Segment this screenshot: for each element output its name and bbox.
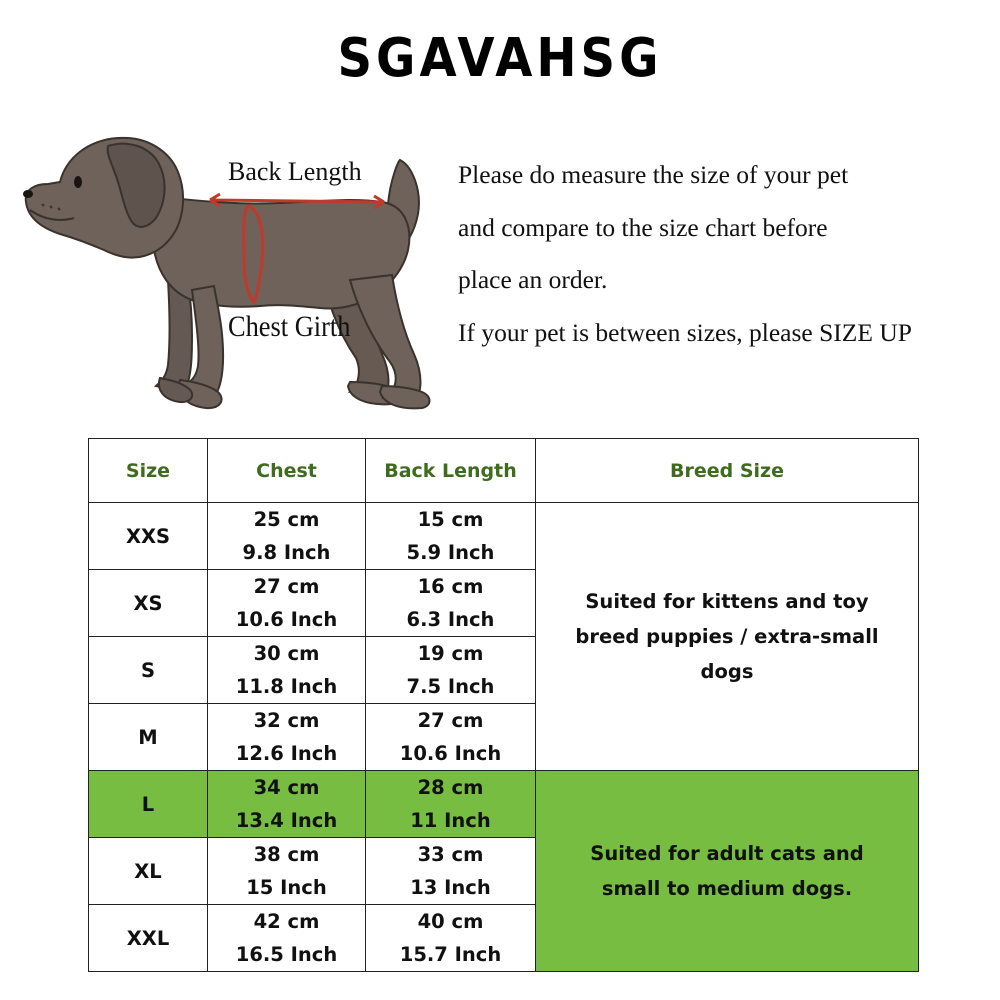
back-length-cell	[366, 503, 536, 570]
back-length-cell	[366, 905, 536, 972]
back-length-cm: 15 cm	[417, 508, 484, 531]
chest-inch: 16.5 Inch	[235, 943, 338, 966]
back-length-cell	[366, 570, 536, 637]
instruction-line-3: place an order.	[458, 265, 608, 294]
breed-line: breed puppies / extra-small	[575, 625, 879, 648]
back-length-cm: 28 cm	[417, 776, 484, 799]
chest-cell	[208, 637, 366, 704]
table-row-l	[89, 771, 919, 838]
measurement-instructions	[458, 155, 998, 365]
chest-girth-label: Chest Girth	[228, 310, 351, 343]
chest-inch: 13.4 Inch	[235, 809, 338, 832]
breed-size-small	[536, 503, 919, 771]
back-length-cell	[366, 771, 536, 838]
chest-cm: 30 cm	[253, 642, 320, 665]
size-cell: L	[89, 771, 208, 838]
chest-inch: 9.8 Inch	[242, 541, 331, 564]
instruction-line-1: Please do measure the size of your pet	[458, 160, 849, 189]
header-size: Size	[89, 439, 208, 503]
back-length-cell	[366, 637, 536, 704]
back-length-inch: 5.9 Inch	[406, 541, 495, 564]
chest-inch: 10.6 Inch	[235, 608, 338, 631]
back-length-cell	[366, 838, 536, 905]
back-length-cm: 19 cm	[417, 642, 484, 665]
header-breed-size: Breed Size	[536, 439, 919, 503]
chest-cell	[208, 838, 366, 905]
size-cell: XS	[89, 570, 208, 637]
chest-cm: 42 cm	[253, 910, 320, 933]
size-cell: XL	[89, 838, 208, 905]
back-length-inch: 11 Inch	[410, 809, 491, 832]
back-length-cm: 16 cm	[417, 575, 484, 598]
back-length-label: Back Length	[228, 157, 362, 186]
chest-cell	[208, 704, 366, 771]
table-row-xxs	[89, 503, 919, 570]
chest-cm: 27 cm	[253, 575, 320, 598]
chest-cm: 32 cm	[253, 709, 320, 732]
size-cell: M	[89, 704, 208, 771]
back-length-cm: 33 cm	[417, 843, 484, 866]
breed-size-medium	[536, 771, 919, 972]
back-length-cm: 27 cm	[417, 709, 484, 732]
back-length-inch: 7.5 Inch	[406, 675, 495, 698]
chest-cell	[208, 503, 366, 570]
breed-line: dogs	[700, 660, 754, 683]
table-header-row	[89, 439, 919, 503]
chest-inch: 11.8 Inch	[235, 675, 338, 698]
instruction-line-4: If your pet is between sizes, please SIZE UP	[458, 317, 912, 347]
chest-inch: 15 Inch	[246, 876, 327, 899]
chest-cell	[208, 570, 366, 637]
chest-cell	[208, 905, 366, 972]
header-chest: Chest	[208, 439, 366, 503]
back-length-inch: 15.7 Inch	[399, 943, 502, 966]
back-length-cm: 40 cm	[417, 910, 484, 933]
size-cell: XXL	[89, 905, 208, 972]
chest-inch: 12.6 Inch	[235, 742, 338, 765]
chest-cm: 25 cm	[253, 508, 320, 531]
chest-cm: 34 cm	[253, 776, 320, 799]
back-length-cell	[366, 704, 536, 771]
header-back-length: Back Length	[366, 439, 536, 503]
back-length-inch: 6.3 Inch	[406, 608, 495, 631]
back-length-inch: 13 Inch	[410, 876, 491, 899]
breed-line: Suited for adult cats and	[590, 842, 864, 865]
size-chart-table	[88, 438, 919, 972]
instruction-line-2: and compare to the size chart before	[458, 212, 828, 242]
breed-line: Suited for kittens and toy	[585, 590, 869, 613]
chest-cell	[208, 771, 366, 838]
chest-cm: 38 cm	[253, 843, 320, 866]
size-cell: S	[89, 637, 208, 704]
back-length-inch: 10.6 Inch	[399, 742, 502, 765]
size-cell: XXS	[89, 503, 208, 570]
breed-line: small to medium dogs.	[601, 877, 853, 900]
brand-title: SGAVAHSG	[337, 26, 663, 90]
